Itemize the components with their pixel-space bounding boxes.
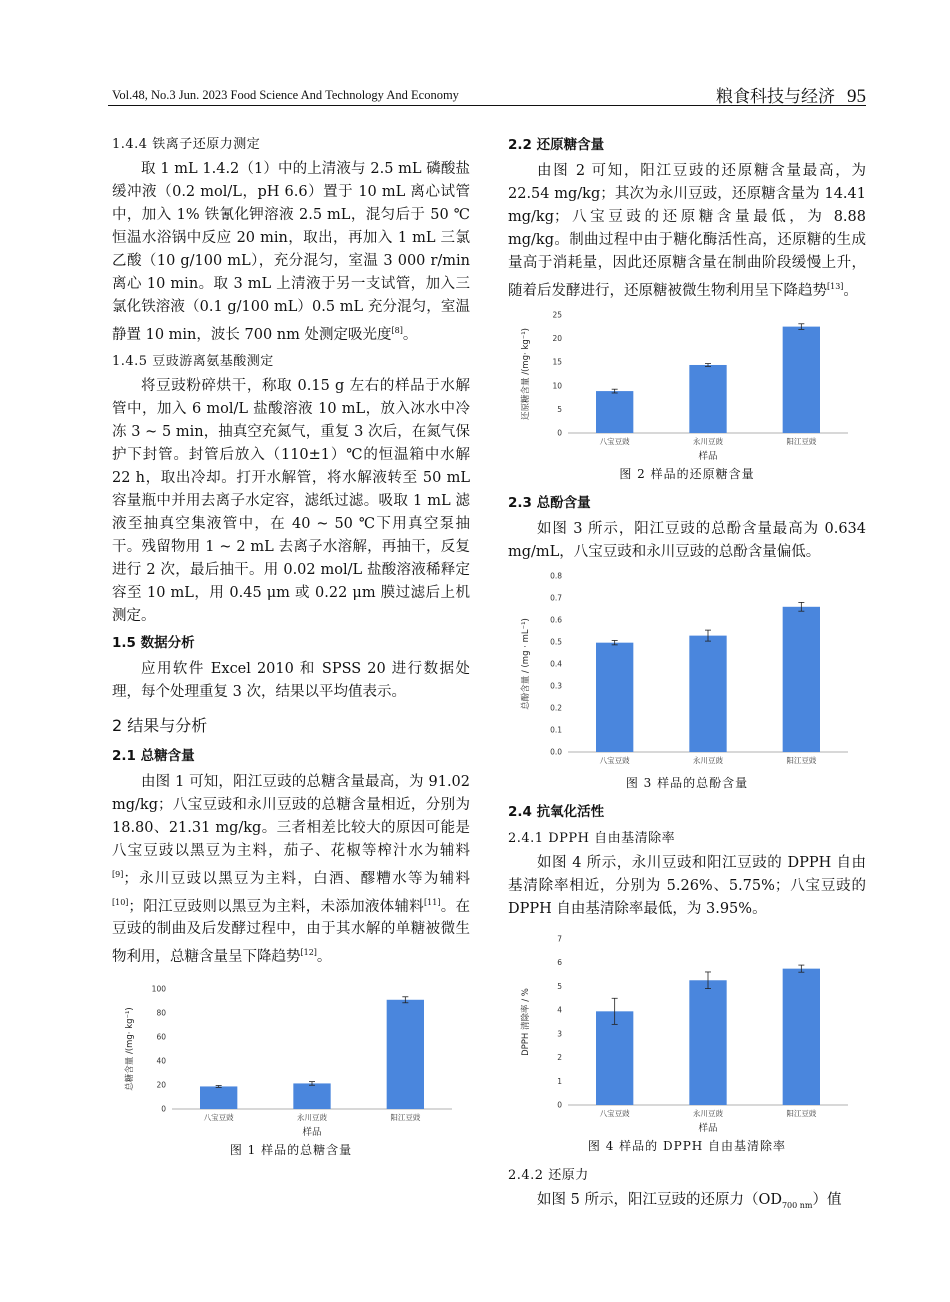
x-tick-label: 八宝豆豉 bbox=[203, 1113, 234, 1123]
right-column bbox=[508, 130, 866, 1217]
section-2-3-title: 2.3 总酚含量 bbox=[508, 494, 591, 511]
y-tick-label: 0.2 bbox=[550, 703, 562, 713]
y-axis-label: 还原糖含量 /(mg· kg⁻¹) bbox=[521, 327, 531, 420]
figure-2-caption: 图 2 样品的还原糖含量 bbox=[619, 466, 755, 481]
y-tick-label: 20 bbox=[552, 333, 562, 343]
x-tick-label: 阳江豆豉 bbox=[786, 755, 817, 765]
section-1-4-5-text: 将豆豉粉碎烘干，称取 0.15 g 左右的样品于水解管中，加入 6 mol/L 盐酸溶液 10 mL，放入冰水中冷冻 3 ~ 5 min，抽真空充氮气，重复 3 次后，在氮气保护下封管。封管后放入（110±1）℃的恒温箱中水解 22 h，取出冷却。打开水解管，将水解液转至 50 mL 容量瓶中并用去离子水定容，滤纸过滤。吸取 1 mL 滤液至抽真空集液管中，在 40 ~ 50 ℃下用真空泵抽干。残留物用 1 ~ 2 mL 去离子水溶解，再抽干，反复进行 2 次，最后抽干。用 0.02 mol/L 盐酸溶液稀释定容至 10 mL，用 0.45 μm 或 0.22 μm 膜过滤后上机测定。 bbox=[112, 377, 470, 624]
x-tick-label: 八宝豆豉 bbox=[599, 436, 630, 446]
header-divider bbox=[108, 105, 866, 106]
bar bbox=[689, 365, 726, 433]
citation: [11] bbox=[424, 897, 441, 907]
y-tick-label: 0.0 bbox=[550, 747, 562, 757]
y-tick-label: 15 bbox=[552, 357, 562, 367]
citation: [12] bbox=[300, 948, 317, 958]
bar bbox=[596, 391, 633, 433]
y-tick-label: 60 bbox=[156, 1032, 166, 1042]
section-1-4-4-title: 1.4.4 铁离子还原力测定 bbox=[112, 137, 261, 152]
figure-4-chart bbox=[508, 927, 866, 1135]
citation: [8] bbox=[391, 326, 403, 335]
figure-3 bbox=[508, 564, 866, 772]
bar bbox=[783, 326, 820, 432]
citation: [13] bbox=[827, 282, 844, 291]
section-1-4-5-title: 1.4.5 豆豉游离氨基酸测定 bbox=[112, 353, 274, 369]
section-2-2-title: 2.2 还原糖含量 bbox=[508, 137, 605, 153]
section-2-4-2-text: 如图 5 所示，阳江豆豉的还原力$(OD_{700 nm})$值 bbox=[537, 1191, 842, 1210]
y-tick-label: 0 bbox=[161, 1104, 166, 1114]
figure-1 bbox=[112, 977, 470, 1139]
bar bbox=[689, 635, 726, 751]
section-1-5-title: 1.5 数据分析 bbox=[112, 634, 195, 651]
section-2-4-title: 2.4 抗氧化活性 bbox=[508, 803, 605, 820]
section-2-1-title: 2.1 总糖含量 bbox=[112, 747, 195, 764]
bar bbox=[783, 968, 820, 1104]
y-tick-label: 5 bbox=[557, 981, 562, 991]
x-tick-label: 永川豆豉 bbox=[297, 1113, 327, 1123]
section-2-1-text: 由图 1 可知，阳江豆豉的总糖含量最高，为 91.02 mg/kg；八宝豆豉和永川豆豉的总糖含量相近，分别为 18.80、21.31 mg/kg。三者相差比较大的原因可能是八宝豆豉以黑豆为主料，茄子、花椒等榨汁水为辅料[9]；永川豆豉以黑豆为主料，白酒、醪糟水等为辅料[10]；阳江豆豉则以黑豆为主料，未添加液体辅料[11]。在豆豉的制曲及后发酵过程中，由于其水解的单糖被微生物利用，总糖含量呈下降趋势[12]。 bbox=[112, 773, 471, 966]
section-2-title: 2 结果与分析 bbox=[112, 715, 208, 735]
y-axis-label: 总糖含量 /(mg· kg⁻¹) bbox=[125, 1007, 135, 1092]
section-2-2-text: 由图 2 可知，阳江豆豉的还原糖含量最高，为 22.54 mg/kg；其次为永川豆豉，还原糖含量为 14.41 mg/kg；八宝豆豉的还原糖含量最低，为 8.88 mg/kg。制曲过程中由于糖化酶活性高，还原糖的生成量高于消耗量，因此还原糖含量在制曲阶段缓慢上升，随着后发酵进行，还原糖被微生物利用呈下降趋势[13]。 bbox=[508, 163, 866, 299]
y-tick-label: 6 bbox=[557, 958, 562, 968]
bar bbox=[293, 1084, 330, 1110]
section-1-4-4-text: 取 1 mL 1.4.2（1）中的上清液与 2.5 mL 磷酸盐缓冲液（0.2 mol/L，pH 6.6）置于 10 mL 离心试管中，加入 1% 铁氰化钾溶液 2.5 mL，混匀后于 50 ℃恒温水浴锅中反应 20 min，取出，再加入 1 mL 三氯乙酸（10 g/100 mL），充分混匀，室温 3 000 r/min 离心 10 min。取 3 mL 上清液于另一支试管，加入三氯化铁溶液（0.1 g/100 mL）0.5 mL 充分混匀，室温静置 10 min，波长 700 nm 处测定吸光度[8]。 bbox=[112, 161, 470, 343]
y-tick-label: 0 bbox=[557, 428, 562, 438]
figure-4-caption: 图 4 样品的 DPPH 自由基清除率 bbox=[587, 1138, 787, 1153]
figure-4 bbox=[508, 927, 866, 1135]
figure-1-chart bbox=[112, 977, 470, 1139]
figure-2-chart bbox=[508, 303, 866, 463]
journal-info: Vol.48, No.3 Jun. 2023 Food Science And Technology And Economy bbox=[112, 88, 459, 102]
y-tick-label: 0.4 bbox=[550, 659, 562, 669]
y-tick-label: 3 bbox=[557, 1029, 562, 1039]
journal-name: 粮食科技与经济 bbox=[716, 87, 835, 107]
bar bbox=[200, 1087, 237, 1110]
y-tick-label: 10 bbox=[552, 381, 562, 391]
x-tick-label: 永川豆豉 bbox=[693, 436, 723, 446]
y-tick-label: 5 bbox=[557, 404, 562, 414]
bar bbox=[689, 980, 726, 1105]
x-axis-label: 样品 bbox=[698, 1122, 718, 1134]
bar bbox=[387, 1000, 424, 1109]
figure-3-chart bbox=[508, 564, 866, 772]
y-tick-label: 0.6 bbox=[550, 615, 562, 625]
x-axis-label: 样品 bbox=[302, 1127, 322, 1139]
section-1-5-text: 应用软件 Excel 2010 和 SPSS 20 进行数据处理，每个处理重复 3 次，结果以平均值表示。 bbox=[112, 660, 470, 700]
y-tick-label: 0 bbox=[557, 1100, 562, 1110]
x-tick-label: 八宝豆豉 bbox=[599, 1108, 630, 1118]
figure-2 bbox=[508, 303, 866, 463]
x-tick-label: 八宝豆豉 bbox=[599, 755, 630, 765]
y-tick-label: 25 bbox=[552, 310, 562, 320]
bar bbox=[596, 1011, 633, 1105]
y-tick-label: 7 bbox=[557, 934, 562, 944]
figure-1-caption: 图 1 样品的总糖含量 bbox=[229, 1143, 353, 1158]
y-tick-label: 40 bbox=[156, 1056, 166, 1066]
y-axis-label: DPPH 清除率 / % bbox=[521, 987, 531, 1056]
figure-3-caption: 图 3 样品的总酚含量 bbox=[625, 775, 749, 790]
y-tick-label: 0.8 bbox=[550, 571, 562, 581]
y-tick-label: 4 bbox=[557, 1005, 562, 1015]
subscript: 700 nm bbox=[781, 1200, 813, 1210]
y-axis-label: 总酚含量 / (mg · mL⁻¹) bbox=[521, 618, 531, 710]
x-tick-label: 阳江豆豉 bbox=[390, 1113, 421, 1123]
x-tick-label: 永川豆豉 bbox=[693, 755, 723, 765]
y-tick-label: 0.3 bbox=[550, 681, 562, 691]
citation: [10] bbox=[112, 897, 129, 907]
section-2-4-2-title: 2.4.2 还原力 bbox=[508, 1167, 589, 1183]
x-tick-label: 阳江豆豉 bbox=[786, 1108, 817, 1118]
bar bbox=[596, 642, 633, 751]
y-tick-label: 2 bbox=[557, 1052, 562, 1062]
x-tick-label: 永川豆豉 bbox=[693, 1108, 723, 1118]
citation: [9] bbox=[112, 869, 124, 879]
y-tick-label: 1 bbox=[557, 1076, 562, 1086]
section-2-4-1-title: 2.4.1 DPPH 自由基清除率 bbox=[508, 830, 676, 846]
section-2-3-text: 如图 3 所示，阳江豆豉的总酚含量最高为 0.634 mg/mL，八宝豆豉和永川豆豉的总酚含量偏低。 bbox=[508, 520, 866, 560]
x-tick-label: 阳江豆豉 bbox=[786, 436, 817, 446]
page-number: 95 bbox=[847, 86, 866, 107]
y-tick-label: 0.1 bbox=[550, 725, 562, 735]
left-column bbox=[112, 130, 470, 1168]
y-tick-label: 20 bbox=[156, 1080, 166, 1090]
y-tick-label: 0.7 bbox=[550, 593, 562, 603]
y-tick-label: 100 bbox=[151, 984, 166, 994]
bar bbox=[783, 607, 820, 752]
x-axis-label: 样品 bbox=[698, 450, 718, 462]
section-2-4-1-text: 如图 4 所示，永川豆豉和阳江豆豉的 DPPH 自由基清除率相近，分别为 5.26%、5.75%；八宝豆豉的 DPPH 自由基清除率最低，为 3.95%。 bbox=[508, 854, 866, 917]
y-tick-label: 80 bbox=[156, 1008, 166, 1018]
y-tick-label: 0.5 bbox=[550, 637, 562, 647]
